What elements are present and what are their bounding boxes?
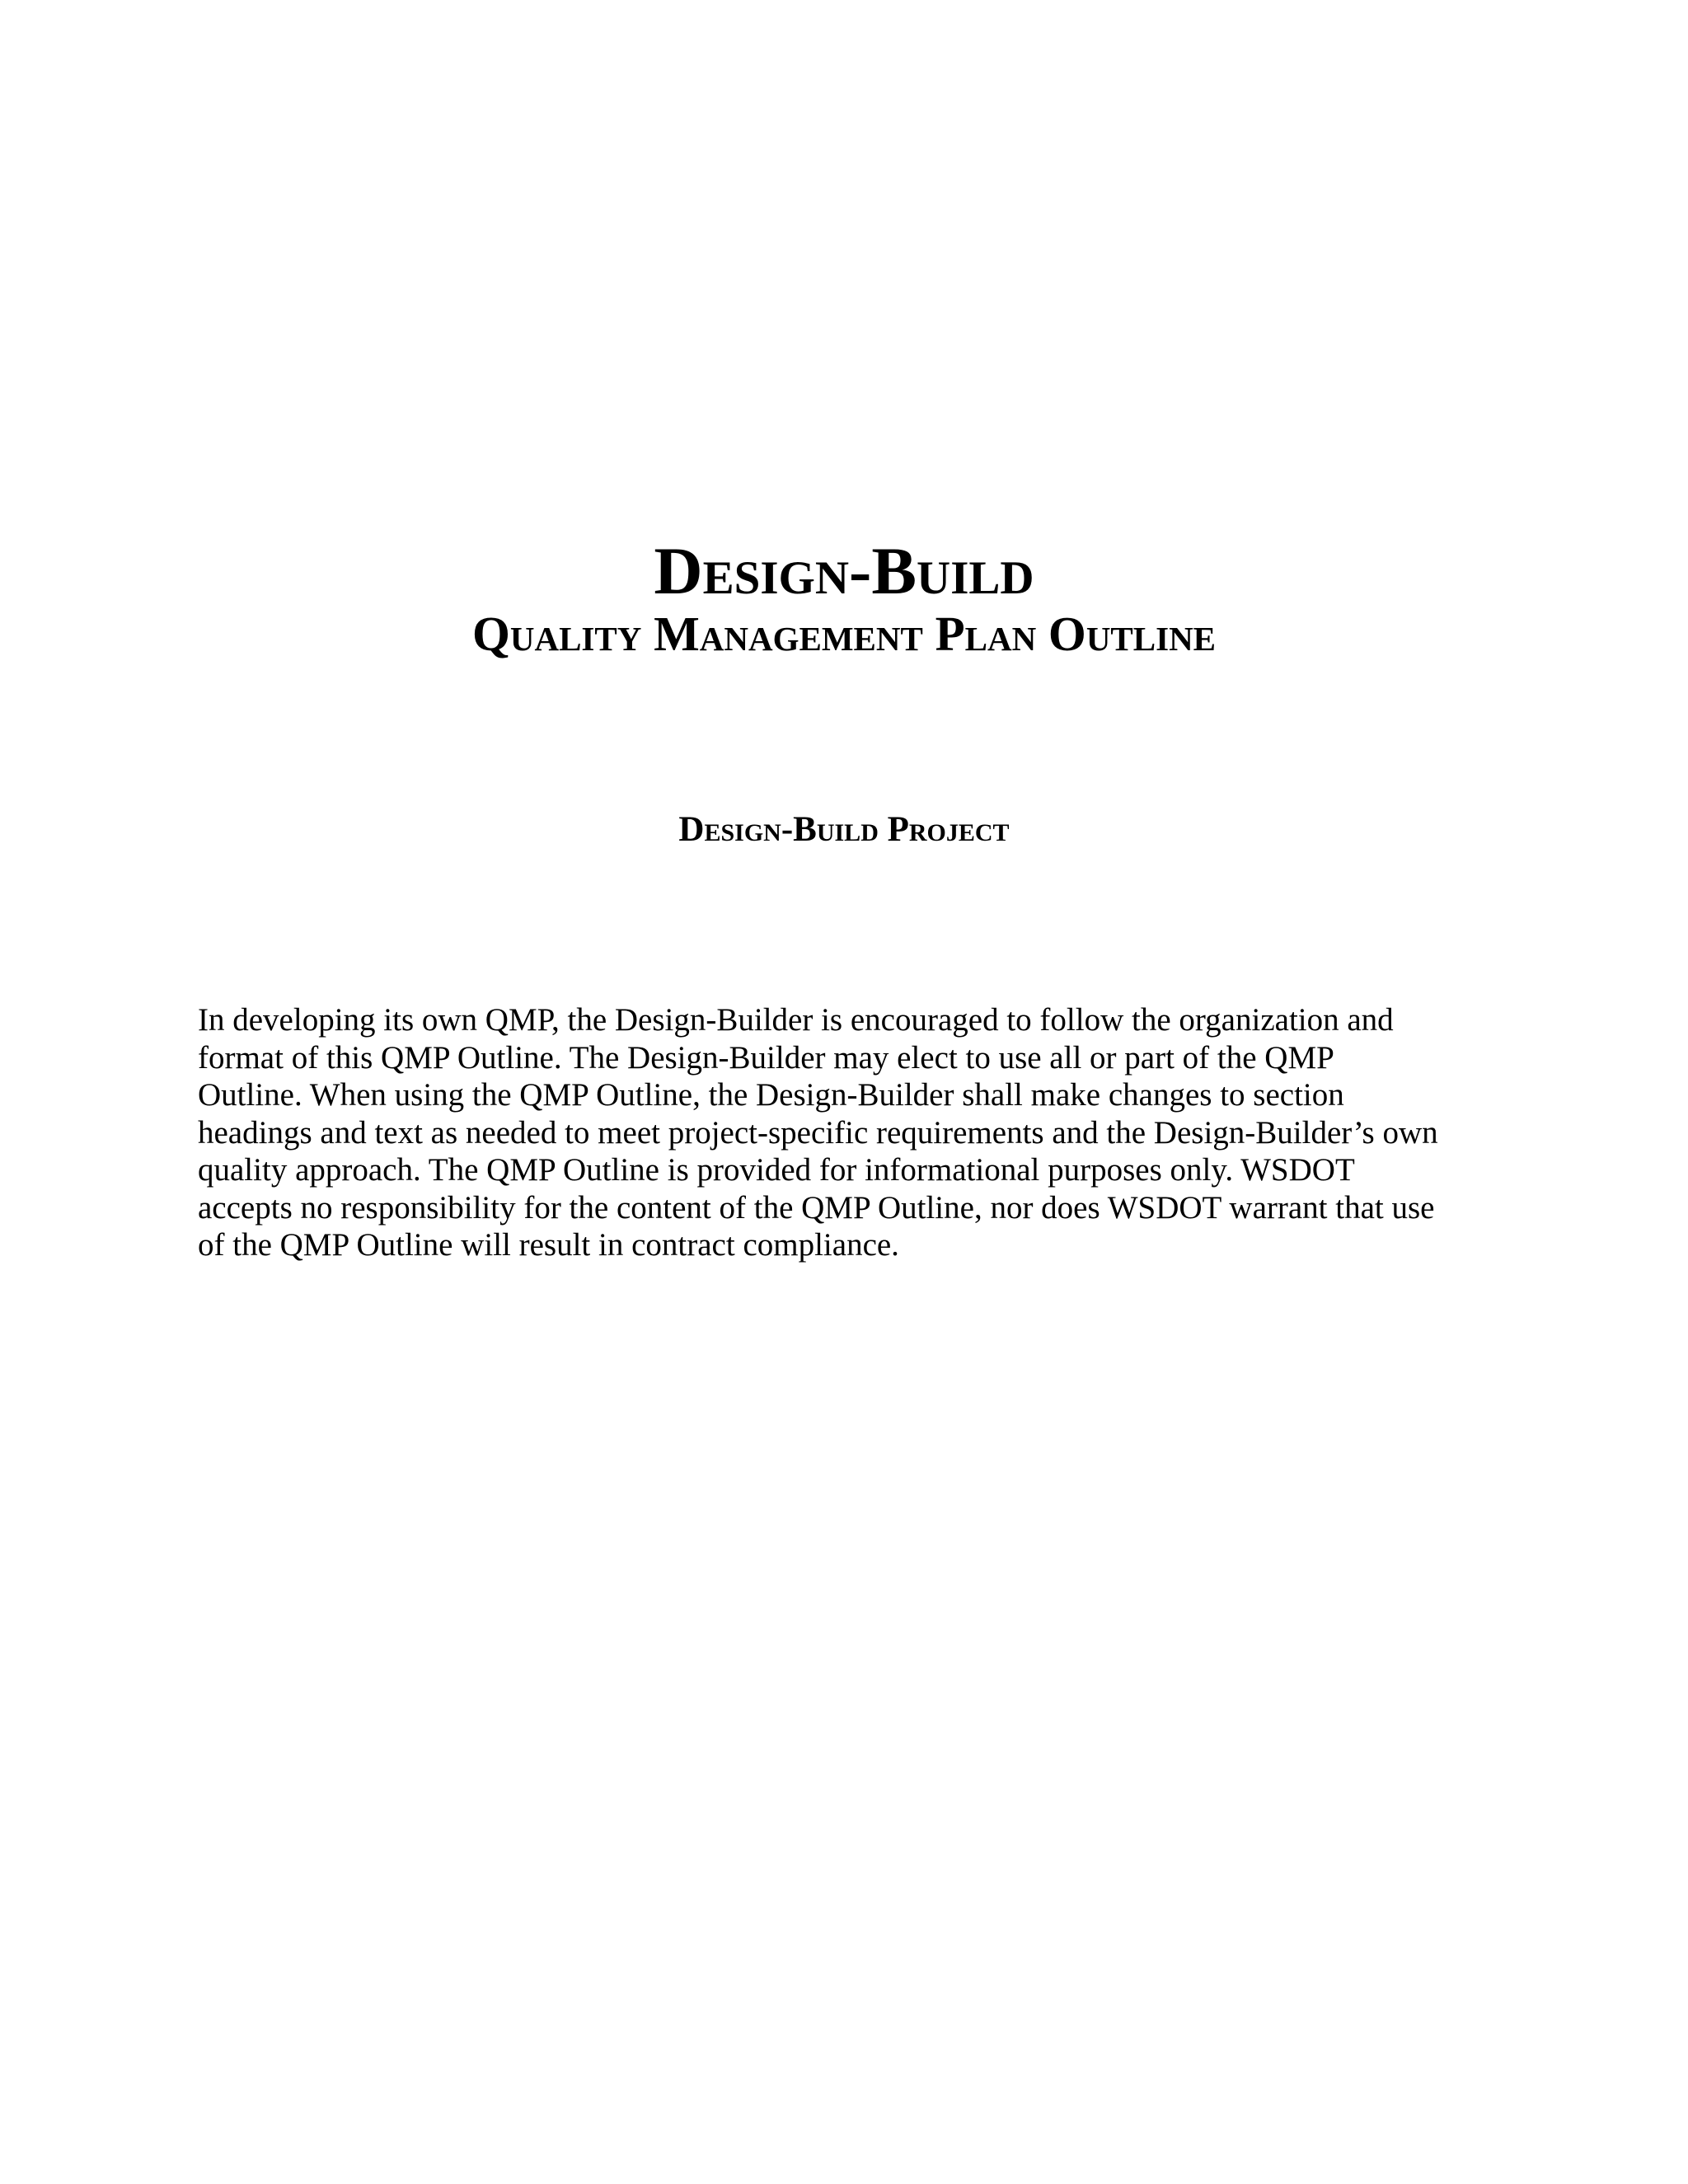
paragraph-line: of the QMP Outline will result in contract compliance. <box>198 1227 899 1263</box>
document-title: Design-Build <box>654 533 1034 608</box>
paragraph-line: format of this QMP Outline. The Design-Builder may elect to use all or part of the QMP <box>198 1039 1334 1076</box>
paragraph-line: quality approach. The QMP Outline is provided for informational purposes only. WSDOT <box>198 1152 1355 1188</box>
document-subtitle: Quality Management Plan Outline <box>471 607 1217 661</box>
paragraph-line: In developing its own QMP, the Design-Builder is encouraged to follow the organization and <box>198 1002 1394 1038</box>
paragraph-line: Outline. When using the QMP Outline, the Design-Builder shall make changes to section <box>198 1077 1344 1113</box>
intro-paragraph <box>198 1001 1517 1264</box>
paragraph-line: headings and text as needed to meet project-specific requirements and the Design-Builder’s own <box>198 1114 1438 1151</box>
paragraph-line: accepts no responsibility for the content of the QMP Outline, nor does WSDOT warrant that use <box>198 1189 1435 1226</box>
project-heading: Design-Build Project <box>678 810 1010 849</box>
